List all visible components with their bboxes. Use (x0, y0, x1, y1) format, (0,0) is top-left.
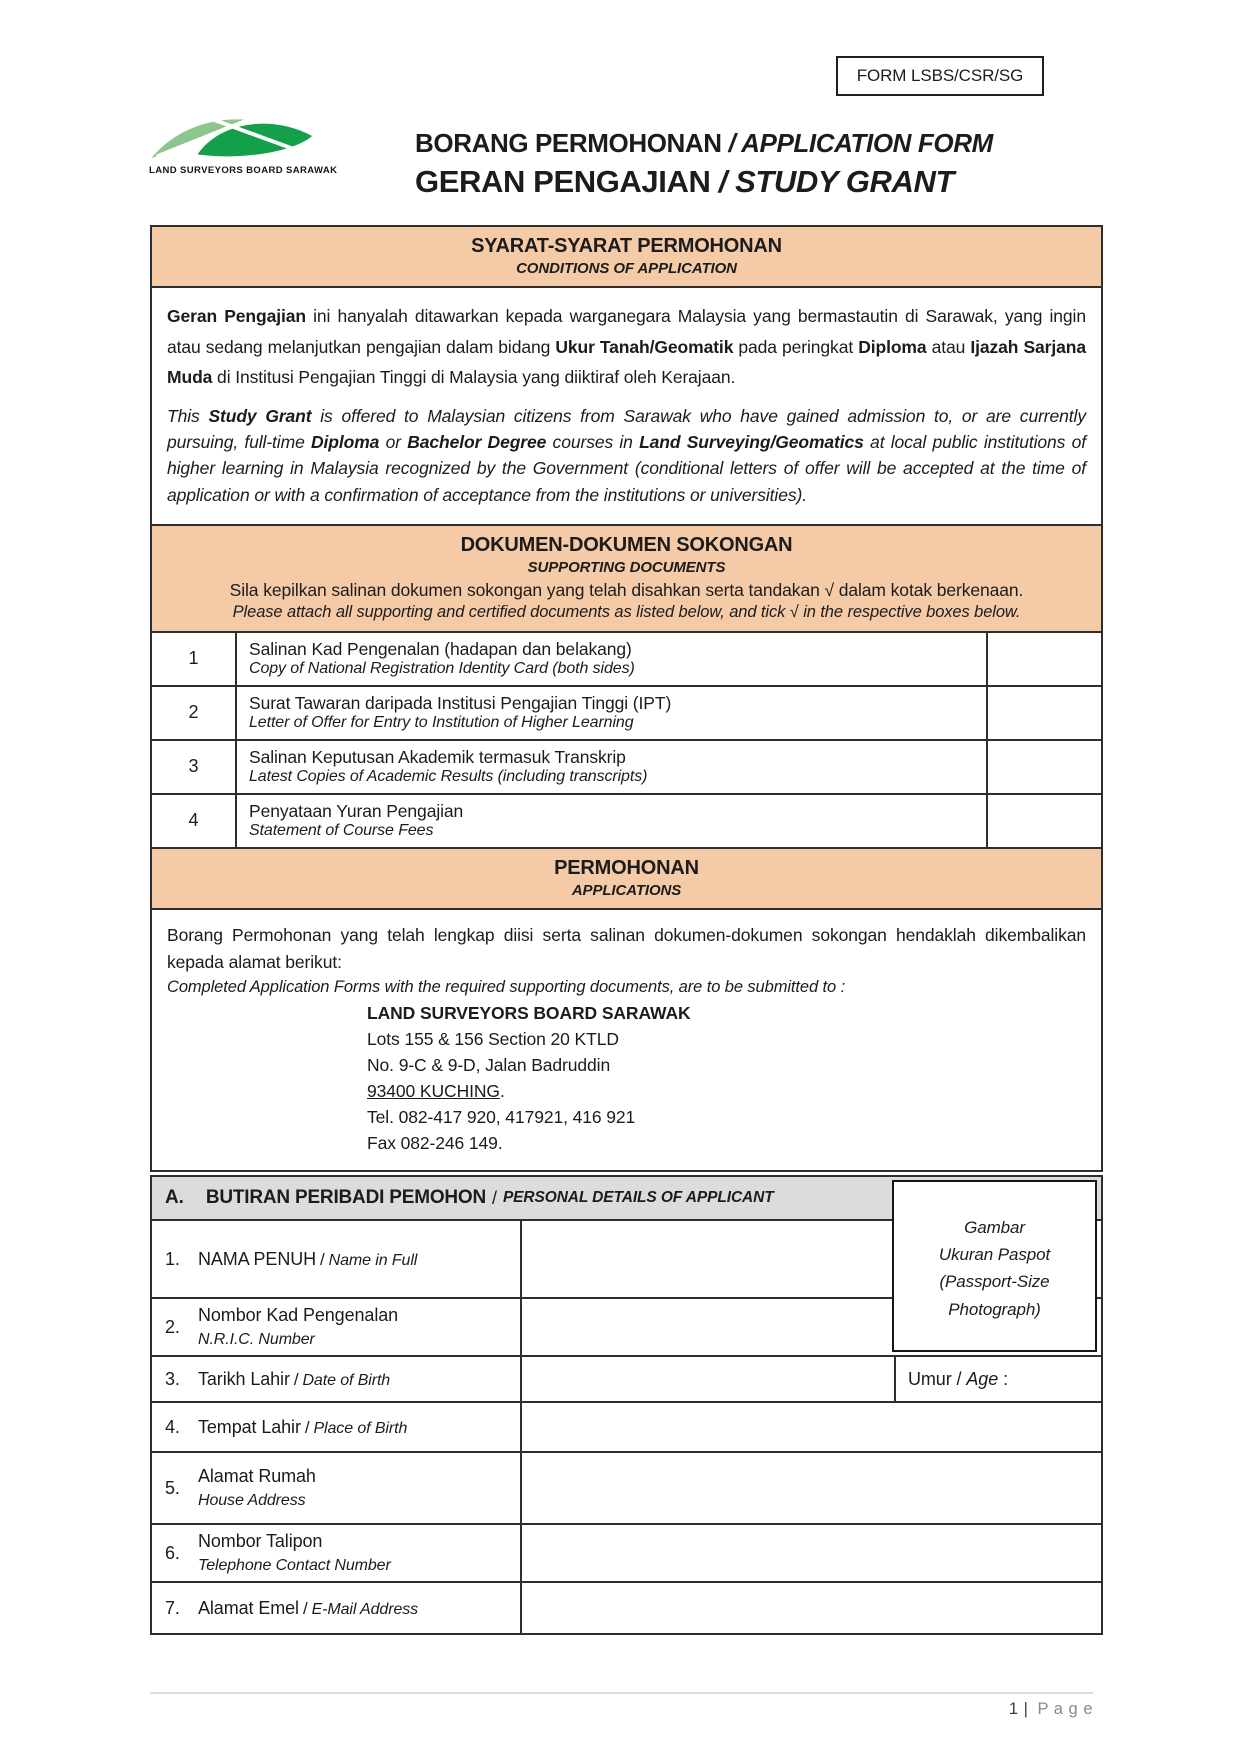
form-title-line1 (415, 128, 993, 159)
documents-instruction-malay: Sila kepilkan salinan dokumen sokongan yang telah disahkan serta tandakan √ dalam kotak berkenaan. (229, 579, 1024, 600)
text-segment: Diploma (858, 336, 927, 357)
document-description (237, 687, 988, 739)
age-colon: : (1003, 1368, 1009, 1389)
text-segment: Ukur Tanah/Geomatik (555, 336, 734, 357)
label-english: N.R.I.C. Number (198, 1331, 315, 1348)
email-input-cell[interactable] (522, 1583, 1101, 1633)
age-label-malay: Umur / (908, 1368, 962, 1389)
documents-instruction-english: Please attach all supporting and certified documents as listed below, and tick √ in the respective boxes below. (232, 602, 1021, 621)
address-org-name: LAND SURVEYORS BOARD SARAWAK (367, 1003, 691, 1024)
documents-section-header (152, 526, 1101, 633)
label-english: E-Mail Address (311, 1600, 419, 1618)
label-english: House Address (198, 1492, 306, 1509)
document-description (237, 633, 988, 685)
documents-table (152, 633, 1101, 849)
personal-row-address (152, 1453, 1101, 1525)
field-label (152, 1403, 522, 1451)
field-number: 1. (165, 1248, 180, 1269)
field-label-text (198, 1466, 316, 1510)
field-label (152, 1583, 522, 1633)
field-label (152, 1221, 522, 1297)
conditions-section-header (152, 227, 1101, 288)
document-checkbox-3[interactable] (988, 741, 1101, 793)
text-segment: at local public institutions of higher learning in Malaysia recognized by the Government (conditional letters of offer will be accepted at the time of application or with a confirmation of acceptance from the institutions or universities). (167, 432, 1086, 505)
field-label-text (198, 1249, 417, 1270)
document-name-malay: Salinan Kad Pengenalan (hadapan dan belakang) (249, 639, 632, 660)
documents-heading-english: SUPPORTING DOCUMENTS (527, 558, 726, 576)
document-checkbox-4[interactable] (988, 795, 1101, 847)
house-address-input-cell[interactable] (522, 1453, 1101, 1523)
form-code-label: FORM LSBS/CSR/SG (856, 66, 1024, 85)
form-title-block (415, 128, 993, 200)
age-label-english: Age (966, 1368, 999, 1389)
document-name-english: Copy of National Registration Identity Card (both sides) (249, 660, 635, 678)
form-title-line2 (415, 164, 993, 200)
label-english: Telephone Contact Number (198, 1557, 391, 1574)
document-row (152, 633, 1101, 687)
section-heading-english: PERSONAL DETAILS OF APPLICANT (502, 1189, 774, 1206)
submission-address (367, 1001, 1086, 1156)
text-segment: atau (926, 336, 971, 357)
label-malay: Alamat Emel (198, 1597, 299, 1618)
text-segment: courses in (546, 432, 640, 453)
label-malay: Tempat Lahir (198, 1416, 301, 1437)
address-fax: Fax 082-246 149. (367, 1132, 503, 1153)
document-name-english: Latest Copies of Academic Results (including transcripts) (249, 768, 648, 786)
conditions-body (152, 288, 1101, 526)
personal-row-birthplace (152, 1403, 1101, 1453)
footer-divider (150, 1692, 1093, 1694)
personal-row-phone (152, 1525, 1101, 1583)
document-row (152, 741, 1101, 795)
applications-heading-malay: PERMOHONAN (554, 856, 699, 879)
text-segment: or (379, 432, 408, 453)
document-name-malay: Salinan Keputusan Akademik termasuk Transkrip (249, 747, 626, 768)
photo-box-line: Ukuran Paspot (938, 1245, 1051, 1265)
text-segment: is offered to Malaysian citizens from Sarawak who have gained admission to, or are currently pursuing, full-time (167, 405, 1086, 453)
label-malay: Alamat Rumah (198, 1466, 316, 1486)
field-label (152, 1525, 522, 1581)
address-city-line (367, 1079, 1086, 1105)
document-description (237, 741, 988, 793)
text-segment: Diploma (310, 432, 380, 453)
document-number: 2 (152, 687, 237, 739)
phone-input-cell[interactable] (522, 1525, 1101, 1581)
text-segment: Ijazah Sarjana Muda (167, 336, 1086, 388)
personal-row-dob (152, 1357, 1101, 1403)
field-label-text (198, 1305, 398, 1349)
text-segment: di Institusi Pengajian Tinggi di Malaysia yang diiktiraf oleh Kerajaan. (212, 367, 736, 388)
passport-photo-box[interactable] (892, 1180, 1097, 1352)
label-english: Place of Birth (313, 1419, 408, 1437)
conditions-heading-english: CONDITIONS OF APPLICATION (516, 260, 737, 277)
section-heading-malay: BUTIRAN PERIBADI PEMOHON (205, 1187, 487, 1208)
title1-malay: BORANG PERMOHONAN (415, 128, 722, 158)
photo-box-line: Photograph) (948, 1299, 1041, 1319)
conditions-paragraph-english (167, 403, 1086, 508)
dob-input-cell[interactable] (522, 1357, 894, 1401)
label-separator: / (320, 1249, 325, 1269)
text-segment: Land Surveying/Geomatics (639, 432, 864, 453)
document-checkbox-1[interactable] (988, 633, 1101, 685)
text-segment: ini hanyalah ditawarkan kepada warganegara Malaysia yang bermastautin di Sarawak, yang ingin atau sedang melanjutkan pengajian dalam bidang (167, 306, 1086, 357)
field-number: 7. (165, 1597, 180, 1618)
info-box (150, 225, 1103, 1172)
document-name-english: Letter of Offer for Entry to Institution of Higher Learning (249, 714, 634, 732)
field-label (152, 1357, 522, 1401)
logo-caption: LAND SURVEYORS BOARD SARAWAK (149, 165, 338, 176)
label-malay: NAMA PENUH (198, 1248, 317, 1269)
section-heading-separator: / (492, 1187, 497, 1208)
conditions-heading-malay: SYARAT-SYARAT PERMOHONAN (471, 235, 782, 257)
photo-box-line: (Passport-Size (939, 1272, 1050, 1292)
applications-heading-english: APPLICATIONS (571, 881, 682, 899)
page-number: 1 | (1008, 1700, 1029, 1718)
document-number: 4 (152, 795, 237, 847)
photo-box-line: Gambar (964, 1218, 1025, 1237)
label-separator: / (293, 1369, 299, 1389)
address-city: 93400 KUCHING (367, 1080, 500, 1101)
page-word: P a g e (1037, 1700, 1093, 1718)
document-row (152, 687, 1101, 741)
field-label-text (198, 1369, 390, 1390)
label-separator: / (302, 1598, 308, 1618)
title1-english: / APPLICATION FORM (728, 128, 993, 158)
conditions-paragraph-malay (167, 301, 1086, 393)
label-english: Name in Full (328, 1251, 418, 1269)
field-number: 4. (165, 1416, 180, 1437)
field-number: 3. (165, 1368, 180, 1389)
address-line-2: No. 9-C & 9-D, Jalan Badruddin (367, 1054, 611, 1075)
personal-row-email (152, 1583, 1101, 1633)
field-number: 5. (165, 1477, 180, 1498)
field-label-text (198, 1417, 407, 1438)
applications-section-header (152, 849, 1101, 910)
text-segment: pada peringkat (733, 336, 859, 357)
address-telephone: Tel. 082-417 920, 417921, 416 921 (367, 1106, 636, 1127)
applications-body (152, 910, 1101, 1171)
applications-paragraph-english: Completed Application Forms with the required supporting documents, are to be submitted to : (167, 978, 846, 997)
label-malay: Nombor Kad Pengenalan (198, 1305, 399, 1325)
birthplace-input-cell[interactable] (522, 1403, 1101, 1451)
document-row (152, 795, 1101, 849)
page-footer (150, 1700, 1093, 1719)
org-logo (149, 112, 338, 176)
applications-paragraph-malay: Borang Permohonan yang telah lengkap diisi serta salinan dokumen-dokumen sokongan hendaklah dikembalikan kepada alamat berikut: (167, 924, 1086, 972)
label-separator: / (304, 1417, 310, 1437)
text-segment: Study Grant (208, 405, 312, 426)
text-segment: This (167, 405, 209, 426)
document-description (237, 795, 988, 847)
title2-english: / STUDY GRANT (718, 164, 955, 199)
text-segment: Geran Pengajian (167, 306, 306, 326)
field-label (152, 1453, 522, 1523)
age-cell[interactable] (894, 1357, 1101, 1401)
label-malay: Nombor Talipon (198, 1531, 323, 1551)
document-number: 3 (152, 741, 237, 793)
document-name-english: Statement of Course Fees (249, 822, 434, 840)
document-name-malay: Surat Tawaran daripada Institusi Pengajian Tinggi (IPT) (249, 693, 672, 714)
label-english: Date of Birth (302, 1371, 391, 1389)
field-label (152, 1299, 522, 1355)
label-malay: Tarikh Lahir (198, 1368, 290, 1389)
logo-hills-icon (149, 112, 314, 164)
field-label-text (198, 1598, 418, 1619)
document-number: 1 (152, 633, 237, 685)
field-number: 6. (165, 1542, 180, 1563)
section-letter: A. (165, 1187, 184, 1208)
text-segment: Bachelor Degree (407, 432, 547, 453)
title2-malay: GERAN PENGAJIAN (415, 164, 711, 199)
document-checkbox-2[interactable] (988, 687, 1101, 739)
document-name-malay: Penyataan Yuran Pengajian (249, 801, 464, 822)
documents-heading-malay: DOKUMEN-DOKUMEN SOKONGAN (460, 533, 793, 556)
form-code-box (836, 56, 1044, 96)
address-city-period: . (499, 1080, 505, 1101)
field-number: 2. (165, 1316, 180, 1337)
address-line-1: Lots 155 & 156 Section 20 KTLD (367, 1029, 619, 1050)
field-label-text (198, 1531, 391, 1575)
